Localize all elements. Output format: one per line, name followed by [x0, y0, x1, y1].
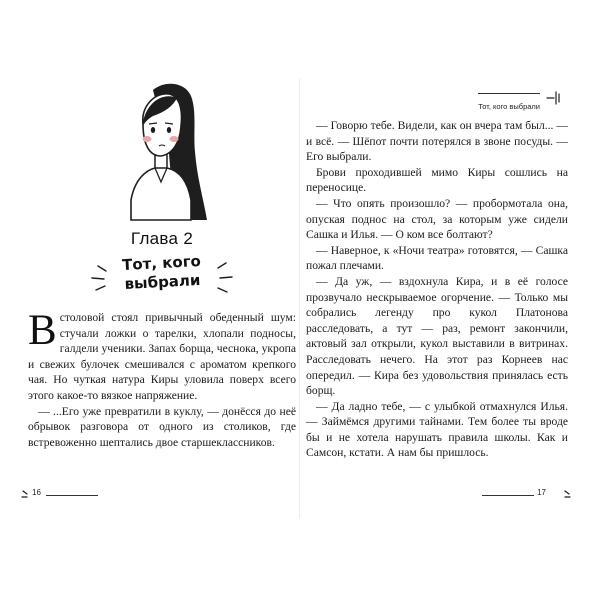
page-number-left: 16: [32, 488, 41, 497]
corner-doodle-icon: [554, 487, 572, 505]
paragraph-text: столовой стоял привычный обеденный шум: стучали ложки о тарелки, хлопали подносы, галдели ученики. Запах борща, чеснока, укропа и свежих булочек смешивался с ароматом крепкого чая. Но чуткая натура Киры уловила поверх всего этого какое-то вязкое напряжение.: [28, 311, 296, 402]
page-number-right: 17: [537, 488, 546, 497]
left-page: [28, 78, 296, 518]
footer-rule: [482, 495, 534, 496]
chapter-body-text: [28, 307, 296, 450]
drop-cap: В: [28, 307, 57, 354]
footer-rule: [46, 495, 98, 496]
corner-doodle-icon: [20, 487, 38, 505]
corner-doodle-icon: [542, 86, 566, 110]
chapter-title-block: [28, 251, 296, 308]
paragraph: — Да уж, — вздохнула Кира, и в её голосе прозвучало нескрываемое огорчение. — Только мы собрались легенду про кукол Платонова расследовать, а тут — раз, ремонт закончили, актовый зал открыли, кукол выставили в витринах. Расследовать нечего. На этот раз Корнеев нас опередил. — Кира без удовольствия принялась есть борщ.: [306, 274, 568, 398]
chapter-body-text: [306, 118, 568, 461]
chapter-title-line-1: Тот, кого: [121, 251, 202, 275]
paragraph: — Наверное, к «Ночи театра» готовятся, — Сашка пожал плечами.: [306, 243, 568, 273]
paragraph: — Говорю тебе. Видели, как он вчера там был... — и всё. — Шёпот почти потерялся в звоне посуды. — Его выбрали.: [306, 119, 568, 164]
paragraph: [28, 307, 296, 404]
header-rule: [478, 93, 540, 94]
running-head: Тот, кого выбрали: [478, 102, 540, 111]
gutter: [299, 78, 300, 518]
paragraph: — ...Его уже превратили в куклу, — донёсся до неё обрывок разговора от одного из столиков, где встревоженно шептались двое старшеклассников.: [28, 404, 296, 449]
chapter-title-line-2: выбрали: [124, 271, 201, 293]
right-page: [306, 78, 568, 518]
paragraph: Брови проходившей мимо Киры сошлись на переносице.: [306, 165, 568, 195]
girl-portrait-illustration: [113, 82, 213, 222]
paragraph: — Да ладно тебе, — с улыбкой отмахнулся Илья. — Займёмся другими тайнами. Тем более ты вроде бы и не хотела нарушать правила школы. Как и Самсон, кстати. А нам бы пришлось.: [306, 399, 568, 460]
chapter-label: Глава 2: [130, 229, 194, 248]
paragraph: — Что опять произошло? — пробормотала она, опуская поднос на стол, за которым уже сидели Сашка и Илья. — О ком все болтают?: [306, 196, 568, 242]
